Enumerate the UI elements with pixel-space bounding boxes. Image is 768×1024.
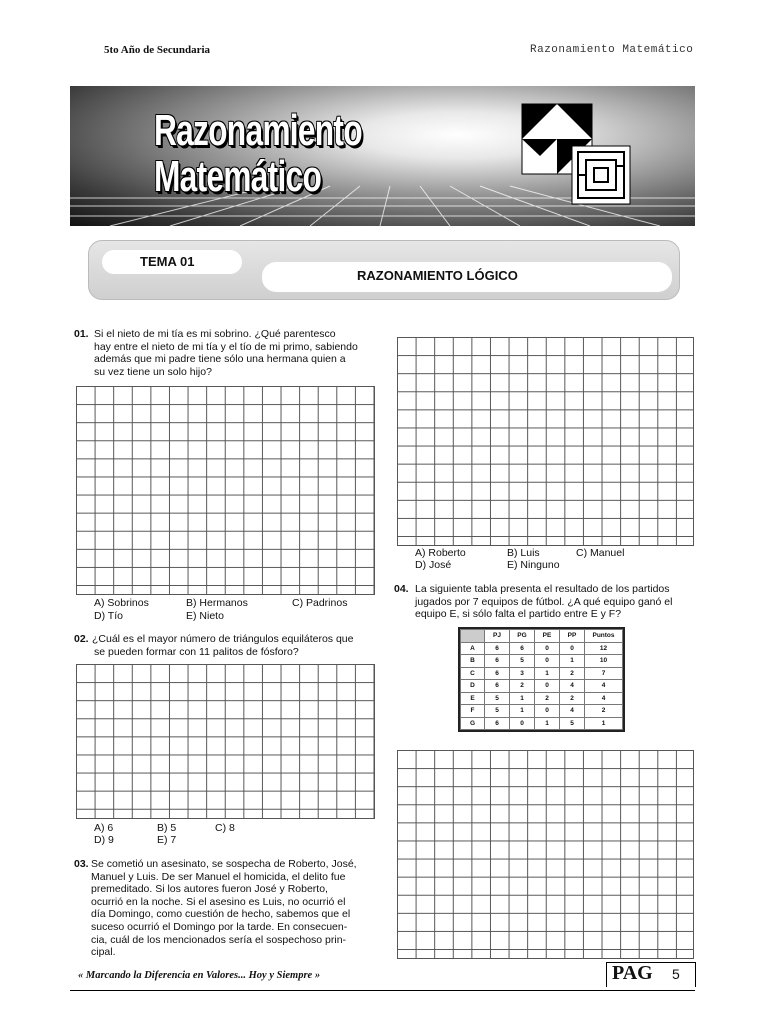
question-1-number: 01. — [74, 328, 89, 340]
question-4-line: equipo E, si sólo falta el partido entre E y F? — [415, 608, 622, 621]
table-cell: 5 — [510, 655, 535, 668]
question-3-line: Manuel y Luis. De ser Manuel el homicida, el delito fue — [91, 870, 346, 883]
question-3-line: cipal. — [91, 946, 116, 959]
option-c: C) 8 — [215, 822, 235, 834]
question-1-text — [94, 328, 358, 378]
table-cell: 6 — [485, 642, 510, 655]
table-cell: 0 — [510, 717, 535, 730]
table-cell: 1 — [535, 667, 560, 680]
question-3-text — [91, 858, 357, 959]
table-cell: 1 — [585, 717, 623, 730]
option-e: E) 7 — [157, 834, 177, 846]
table-cell: 5 — [560, 717, 585, 730]
question-3-line: Se cometió un asesinato, se sospecha de Roberto, José, — [91, 858, 357, 870]
table-row — [461, 692, 623, 705]
question-4-text — [415, 583, 672, 621]
table-cell: 4 — [585, 680, 623, 693]
page-number: 5 — [672, 966, 680, 982]
option-b: B) Luis — [507, 547, 540, 559]
table-cell: 0 — [535, 642, 560, 655]
header-subject: Razonamiento Matemático — [530, 44, 694, 56]
table-row — [461, 667, 623, 680]
question-1-line: su vez tiene un solo hijo? — [94, 365, 212, 378]
table-row — [461, 680, 623, 693]
table-cell: 2 — [585, 705, 623, 718]
option-d: D) 9 — [94, 834, 114, 846]
page-label: PAG — [612, 962, 653, 984]
question-2-line: ¿Cuál es el mayor número de triángulos equiláteros que — [92, 633, 354, 645]
table-header-cell: PE — [535, 630, 560, 643]
results-table-frame — [458, 627, 625, 732]
question-1-line: Si el nieto de mi tía es mi sobrino. ¿Qué parentesco — [94, 328, 336, 340]
table-cell: G — [461, 717, 485, 730]
topic-number: TEMA 01 — [140, 254, 195, 269]
table-cell: E — [461, 692, 485, 705]
table-header-cell: PG — [510, 630, 535, 643]
table-cell: 6 — [485, 667, 510, 680]
table-row — [461, 642, 623, 655]
table-cell: 1 — [560, 655, 585, 668]
table-cell: 6 — [485, 680, 510, 693]
table-cell: 2 — [535, 692, 560, 705]
table-cell: 3 — [510, 667, 535, 680]
footer-motto: « Marcando la Diferencia en Valores... Hoy y Siempre » — [78, 970, 321, 981]
question-3-line: premeditado. Si los autores fueron José y Roberto, — [91, 883, 328, 896]
question-1-work-grid — [76, 386, 375, 595]
table-cell: C — [461, 667, 485, 680]
question-2-text — [92, 633, 353, 658]
puzzle-logo-icon — [522, 104, 630, 204]
table-header-cell — [461, 630, 485, 643]
table-header-cell: PP — [560, 630, 585, 643]
table-cell: 6 — [510, 642, 535, 655]
table-cell: 2 — [560, 692, 585, 705]
option-c: C) Padrinos — [292, 597, 348, 609]
table-cell: 12 — [585, 642, 623, 655]
topic-title: RAZONAMIENTO LÓGICO — [357, 268, 518, 283]
table-cell: 0 — [560, 642, 585, 655]
question-4-line: jugados por 7 equipos de fútbol. ¿A qué equipo ganó el — [415, 595, 673, 608]
banner-title-line2: Matemático — [154, 152, 322, 201]
table-cell: 0 — [535, 655, 560, 668]
option-b: B) Hermanos — [186, 597, 248, 609]
table-cell: 0 — [535, 705, 560, 718]
table-cell: 2 — [510, 680, 535, 693]
table-cell: 6 — [485, 655, 510, 668]
question-4-work-grid — [397, 750, 694, 959]
question-1-line: hay entre el nieto de mi tía y el tío de mi primo, sabiendo — [94, 340, 358, 353]
table-cell: 5 — [485, 705, 510, 718]
table-cell: 7 — [585, 667, 623, 680]
question-2-work-grid — [76, 664, 375, 819]
table-cell: B — [461, 655, 485, 668]
option-a: A) Roberto — [415, 547, 466, 559]
question-4-number: 04. — [394, 583, 409, 595]
table-cell: 1 — [535, 717, 560, 730]
option-c: C) Manuel — [576, 547, 625, 559]
table-row — [461, 717, 623, 730]
option-e: E) Nieto — [186, 610, 224, 622]
table-cell: 2 — [560, 667, 585, 680]
question-1-line: además que mi padre tiene sólo una hermana quien a — [94, 353, 346, 366]
table-cell: 4 — [585, 692, 623, 705]
option-e: E) Ninguno — [507, 559, 560, 571]
question-3-line: día Domingo, como cuestión de hecho, sabemos que el — [91, 908, 351, 921]
footer-rule — [70, 990, 695, 991]
table-cell: 1 — [510, 692, 535, 705]
results-table — [460, 629, 623, 730]
question-4-line: La siguiente tabla presenta el resultado de los partidos — [415, 583, 670, 595]
question-3-line: ocurrió en la noche. Si el asesino es Luis, no ocurrió el — [91, 895, 346, 908]
table-row — [461, 655, 623, 668]
table-cell: A — [461, 642, 485, 655]
table-cell: 4 — [560, 680, 585, 693]
table-header-row — [461, 630, 623, 643]
table-cell: 6 — [485, 717, 510, 730]
table-cell: 5 — [485, 692, 510, 705]
title-banner — [70, 86, 695, 226]
option-d: D) Tío — [94, 610, 123, 622]
table-cell: 0 — [535, 680, 560, 693]
question-2-number: 02. — [74, 633, 89, 645]
table-cell: 10 — [585, 655, 623, 668]
option-a: A) Sobrinos — [94, 597, 149, 609]
question-3-line: suceso ocurrió el Domingo por la tarde. En consecuen- — [91, 920, 348, 933]
question-2-line: se pueden formar con 11 palitos de fósforo? — [94, 645, 299, 658]
option-d: D) José — [415, 559, 452, 571]
header-grade: 5to Año de Secundaria — [104, 44, 211, 56]
table-header-cell: Puntos — [585, 630, 623, 643]
table-cell: 1 — [510, 705, 535, 718]
table-row — [461, 705, 623, 718]
option-a: A) 6 — [94, 822, 114, 834]
table-cell: D — [461, 680, 485, 693]
question-3-line: cia, cuál de los mencionados sería el sospechoso prin- — [91, 933, 347, 946]
option-b: B) 5 — [157, 822, 177, 834]
question-3-work-grid — [397, 337, 694, 546]
table-header-cell: PJ — [485, 630, 510, 643]
question-3-number: 03. — [74, 858, 89, 870]
table-cell: 4 — [560, 705, 585, 718]
banner-title — [154, 108, 362, 200]
banner-title-line1: Razonamiento — [154, 106, 362, 155]
table-cell: F — [461, 705, 485, 718]
